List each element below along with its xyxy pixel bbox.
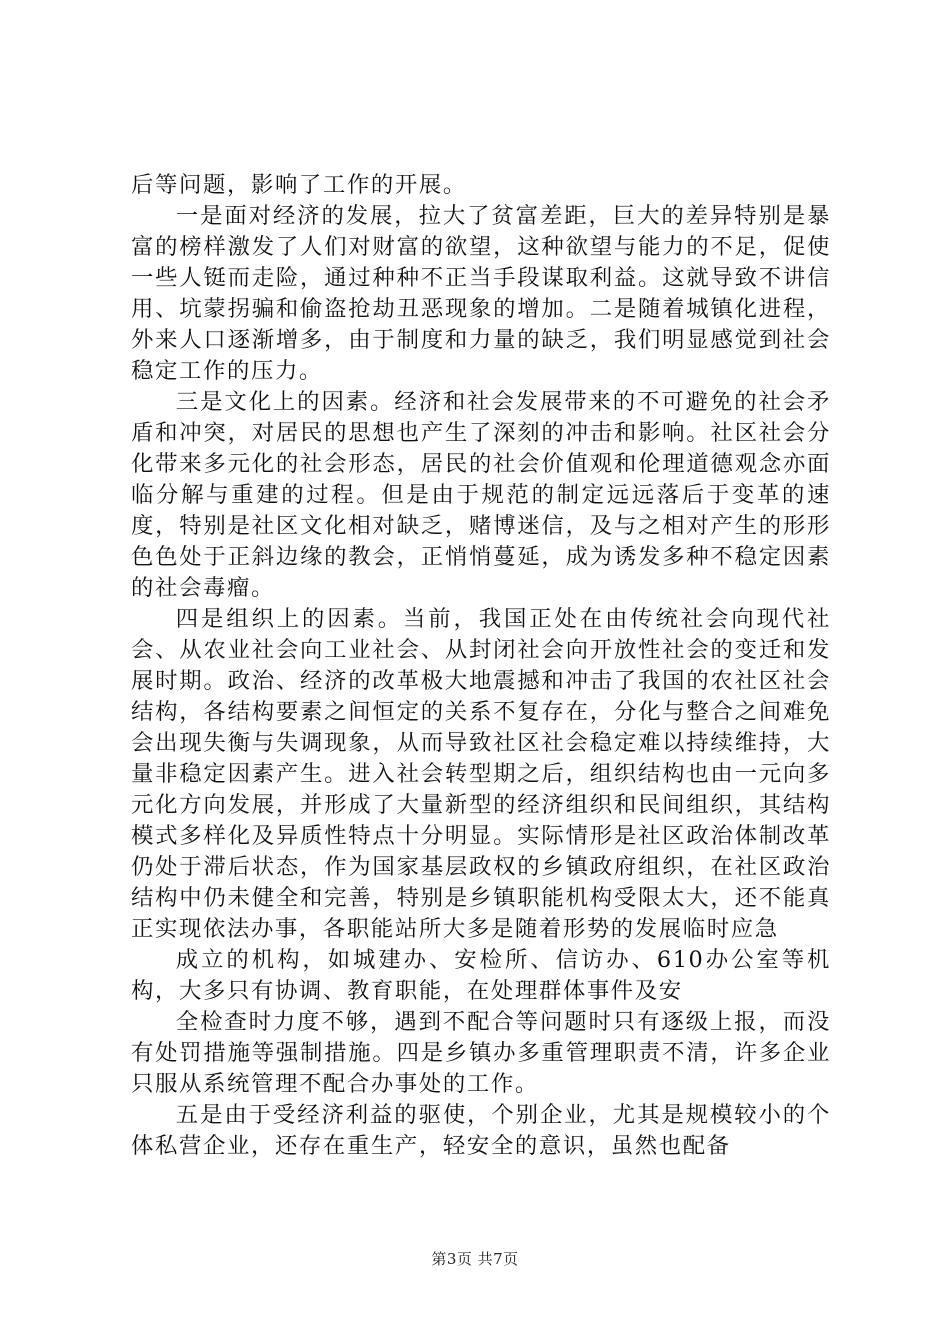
document-body (131, 170, 831, 1162)
paragraph-3: 三是文化上的因素。经济和社会发展带来的不可避免的社会矛盾和冲突，对居民的思想也产生了深刻的冲击和影响。社区社会分化带来多元化的社会形态，居民的社会价值观和伦理道德观念亦面临分解与重建的过程。但是由于规范的制定远远落后于变革的速度，特别是社区文化相对缺乏，赌博迷信，及与之相对产生的形形色色处于正斜边缘的教会，正悄悄蔓延，成为诱发多种不稳定因素的社会毒瘤。 (131, 389, 831, 601)
paragraph-6: 全检查时力度不够，遇到不配合等问题时只有逐级上报，而没有处罚措施等强制措施。四是乡镇办多重管理职责不清，许多企业只服从系统管理不配合办事处的工作。 (131, 1009, 831, 1097)
paragraph-4: 四是组织上的因素。当前，我国正处在由传统社会向现代社会、从农业社会向工业社会、从封闭社会向开放性社会的变迁和发展时期。政治、经济的改革极大地震撼和冲击了我国的农社区社会结构，各结构要素之间恒定的关系不复存在，分化与整合之间难免会出现失衡与失调现象，从而导致社区社会稳定难以持续维持，大量非稳定因素产生。进入社会转型期之后，组织结构也由一元向多元化方向发展，并形成了大量新型的经济组织和民间组织，其结构模式多样化及异质性特点十分明显。实际情形是社区政治体制改革仍处于滞后状态，作为国家基层政权的乡镇政府组织，在社区政治结构中仍未健全和完善，特别是乡镇职能机构受限太大，还不能真正实现依法办事，各职能站所大多是随着形势的发展临时应急 (131, 606, 831, 942)
paragraph-1: 后等问题，影响了工作的开展。 (131, 172, 467, 198)
page-number-footer: 第3页 共7页 (431, 1250, 519, 1268)
paragraph-5: 成立的机构，如城建办、安检所、信访办、610办公室等机构，大多只有协调、教育职能，在处理群体事件及安 (131, 947, 831, 1004)
paragraph-2: 一是面对经济的发展，拉大了贫富差距，巨大的差异特别是暴富的榜样激发了人们对财富的欲望，这种欲望与能力的不足，促使一些人铤而走险，通过种种不正当手段谋取利益。这就导致不讲信用、坑蒙拐骗和偷盗抢劫丑恶现象的增加。二是随着城镇化进程，外来人口逐渐增多，由于制度和力量的缺乏，我们明显感觉到社会稳定工作的压力。 (131, 203, 831, 384)
paragraph-7: 五是由于受经济利益的驱使，个别企业，尤其是规模较小的个体私营企业，还存在重生产，轻安全的意识，虽然也配备 (131, 1102, 831, 1159)
